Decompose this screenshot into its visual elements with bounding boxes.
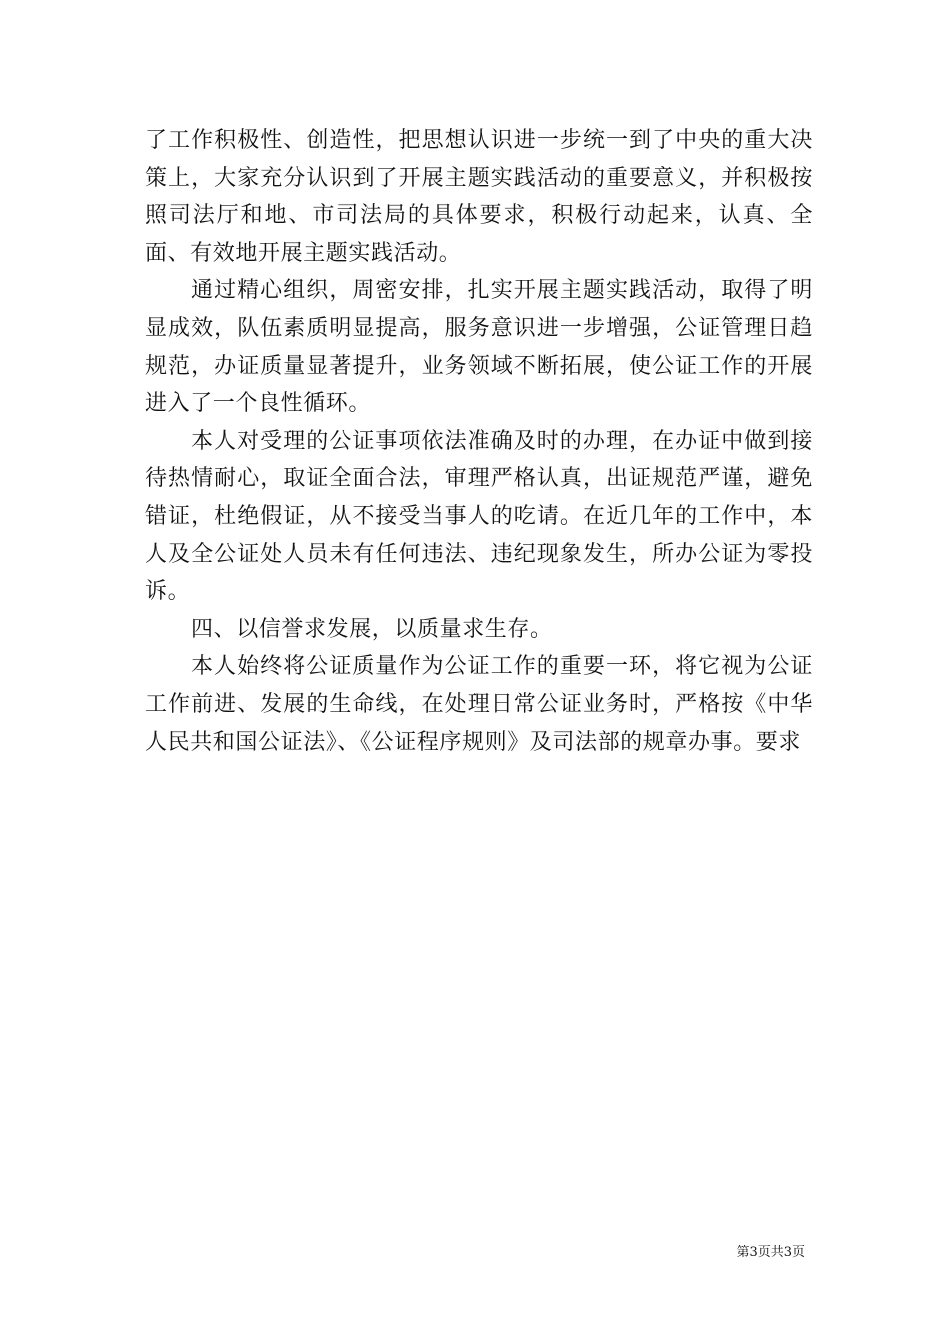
- section-heading-four: 四、以信誉求发展，以质量求生存。: [191, 616, 553, 642]
- paragraph-continuation: 了工作积极性、创造性，把思想认识进一步统一到了中央的重大决策上，大家充分认识到了开展主题实践活动的重要意义，并积极按照司法厅和地、市司法局的具体要求，积极行动起来，认真、全面、有效地开展主题实践活动。: [145, 128, 813, 266]
- paragraph-notary-quality: 本人始终将公证质量作为公证工作的重要一环，将它视为公证工作前进、发展的生命线，在处理日常公证业务时，严格按《中华人民共和国公证法》、《公证程序规则》及司法部的规章办事。要求: [145, 654, 813, 755]
- document-body: [145, 122, 813, 761]
- paragraph-notary-conduct: 本人对受理的公证事项依法准确及时的办理，在办证中做到接待热情耐心，取证全面合法，审理严格认真，出证规范严谨，避免错证，杜绝假证，从不接受当事人的吃请。在近几年的工作中，本人及全公证处人员未有任何违法、违纪现象发生，所办公证为零投诉。: [145, 428, 813, 605]
- paragraph-activity-results: 通过精心组织，周密安排，扎实开展主题实践活动，取得了明显成效，队伍素质明显提高，服务意识进一步增强，公证管理日趋规范，办证质量显著提升，业务领域不断拓展，使公证工作的开展进入了一个良性循环。: [145, 278, 813, 417]
- page-number-footer: 第3页共3页: [736, 1245, 805, 1260]
